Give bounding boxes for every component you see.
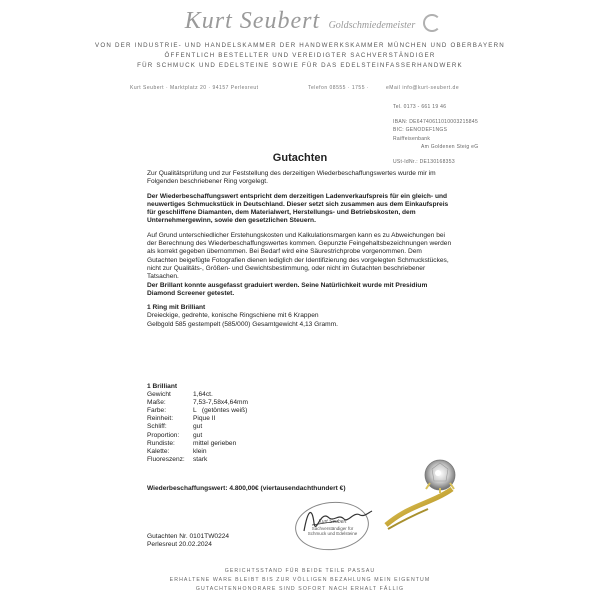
contact-bank-2: Am Goldenen Steig eG	[421, 144, 479, 151]
letterhead-line-1: VON DER INDUSTRIE- UND HANDELSKAMMER DER HANDWERKSKAMMER MÜNCHEN UND OBERBAYERN	[95, 42, 505, 49]
contact-ust: USt-IdNr.: DE130168353	[393, 158, 455, 165]
item-heading: 1 Ring mit Brilliant	[147, 304, 206, 312]
document-body	[147, 170, 453, 329]
spec-row: Kalette: klein	[147, 447, 207, 455]
brand-subtitle: Goldschmiedemeister	[328, 20, 416, 31]
legal-line-1: GERICHTSSTAND FÜR BEIDE TEILE PASSAU	[224, 568, 376, 574]
item-line-2: Gelbgold 585 gestempelt (585/000) Gesamtgewicht 4,13 Gramm.	[147, 320, 338, 328]
replacement-value: Wiederbeschaffungswert: 4.800,00€ (viertausendachthundert €)	[147, 485, 346, 492]
legal-line-3: GUTACHTENHONORARE SIND SOFORT NACH ERHALT FÄLLIG	[195, 585, 405, 592]
paragraph-value-definition: Der Wiederbeschaffungswert entspricht dem derzeitigen Ladenverkaufspreis für ein gleich- und neuwertiges Schmuckstück in Deutschland. Dieser setzt sich zusammen aus dem Einkaufspreis für geschliffene Diamanten, dem Materialwert, Herstellungs- und Betriebskosten, dem Unternehmergewinn, sowie den gesetzlichen Steuern.	[147, 192, 449, 225]
spec-row: Rundiste: mittel gerieben	[147, 439, 237, 447]
contact-bic: BIC: GENODEF1NGS	[393, 127, 448, 134]
paragraph-grading: Der Brillant konnte ausgefasst graduiert werden. Seine Natürlichkeit wurde mit Presidium Diamond Screener getestet.	[147, 281, 428, 297]
signature-icon	[298, 501, 378, 541]
spec-row: Reinheit: Pique II	[147, 415, 216, 423]
logo-icon	[423, 14, 441, 32]
appraisal-number: Gutachten Nr. 0101TW0224	[147, 533, 230, 540]
spec-row: Farbe: L (getöntes weiß)	[147, 407, 248, 415]
spec-row: Proportion: gut	[147, 431, 203, 439]
spec-row: Fluoreszenz: stark	[147, 455, 208, 463]
brilliant-heading: 1 Brilliant	[147, 383, 178, 390]
letterhead-line-2: ÖFFENTLICH BESTELLTER UND VEREIDIGTER SACHVERSTÄNDIGER	[164, 52, 436, 59]
contact-bank-1: Raiffeisenbank	[393, 135, 431, 142]
spec-row: Gewicht 1,64ct.	[147, 391, 213, 399]
place-date: Perlesreut 20.02.2024	[147, 541, 212, 549]
legal-notice	[0, 567, 600, 593]
contact-iban: IBAN: DE64740611010003215845	[393, 118, 479, 125]
stamp-text: Kurt Seubert Sachverständiger für Schmuck und Edelsteine	[307, 519, 358, 536]
brand-name: Kurt Seubert	[184, 8, 321, 34]
sender-phone: Telefon 08555 · 1755 ·	[308, 85, 370, 91]
ring-photo	[378, 455, 468, 535]
letterhead	[0, 8, 600, 71]
paragraph-intro: Zur Qualitätsprüfung und zur Feststellung des derzeitigen Wiederbeschaffungswertes wurde mir im Folgenden beschriebener Ring vorgelegt.	[147, 170, 436, 186]
paragraph-disclaimer: Auf Grund unterschiedlicher Erstehungskosten und Kalkulationsmargen kann es zu Abweichungen bei der Berechnung des Wiederbeschaffungswertes kommen. Gepunzte Feingehaltsbezeichnungen werden als korrekt gegeben übernommen. Bei Bedarf wird eine Säurestrichprobe vorgenommen. Dem Gutachten beigefügte Fotografien dienen lediglich der Identifizierung des vorgelegten Schmuckstückes, nicht zur Qualitäts-, Größen- und Gewichtsbestimmung, oder nicht im Gutachten beschriebener Tatsachen.	[147, 231, 452, 281]
sender-email: eMail info@kurt-seubert.de	[386, 85, 460, 91]
contact-tel: Tel. 0173 - 661 19 46	[393, 104, 447, 110]
letterhead-line-3: FÜR SCHMUCK UND EDELSTEINE SOWIE FÜR DAS EDELSTEINFASSERHANDWERK	[137, 62, 463, 69]
document-title: Gutachten	[272, 152, 328, 164]
legal-line-2: ERHALTENE WARE BLEIBT BIS ZUR VÖLLIGEN BEZAHLUNG MEIN EIGENTUM	[169, 576, 431, 583]
document-footer-info	[147, 533, 229, 550]
brilliant-specs	[147, 383, 248, 464]
spec-row: Schliff: gut	[147, 423, 203, 431]
sender-address: Kurt Seubert · Marktplatz 20 · 94157 Perlesreut	[130, 85, 259, 91]
item-line-1: Dreieckige, gedrehte, konische Ringschiene mit 6 Krappen	[147, 312, 319, 320]
spec-row: Maße: 7,53-7,58x4,64mm	[147, 399, 248, 407]
